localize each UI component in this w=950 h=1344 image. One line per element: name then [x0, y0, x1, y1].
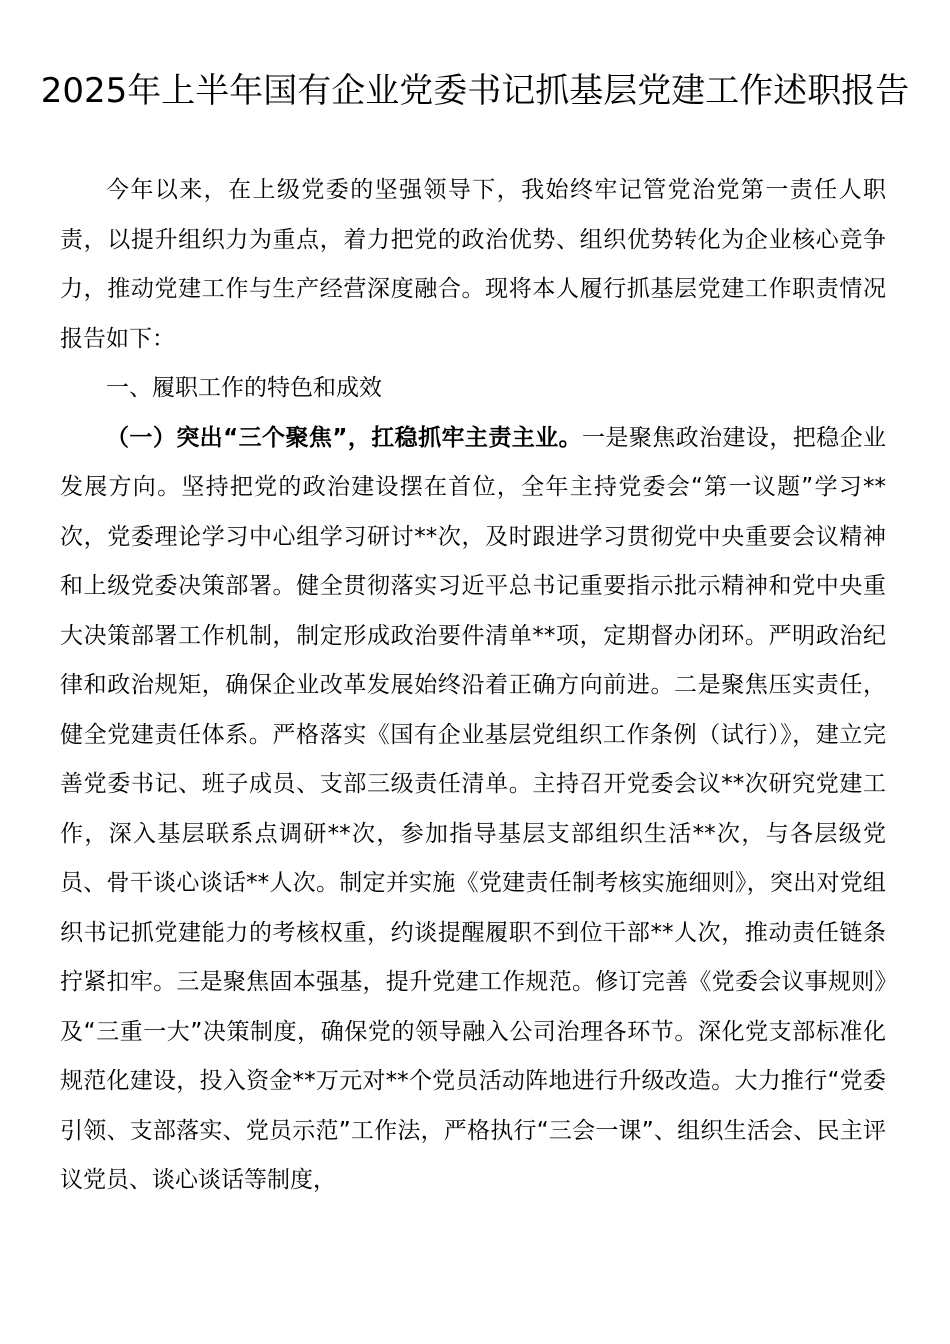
document-body	[60, 166, 886, 1206]
subsection-body: 一是聚焦政治建设，把稳企业发展方向。坚持把党的政治建设摆在首位，全年主持党委会“第一议题”学习**次，党委理论学习中心组学习研讨**次，及时跟进学习贯彻党中央重要会议精神和上级党委决策部署。健全贯彻落实习近平总书记重要指示批示精神和党中央重大决策部署工作机制，制定形成政治要件清单**项，定期督办闭环。严明政治纪律和政治规矩，确保企业改革发展始终沿着正确方向前进。二是聚焦压实责任，健全党建责任体系。严格落实《国有企业基层党组织工作条例（试行）》，建立完善党委书记、班子成员、支部三级责任清单。主持召开党委会议**次研究党建工作，深入基层联系点调研**次，参加指导基层支部组织生活**次，与各层级党员、骨干谈心谈话**人次。制定并实施《党建责任制考核实施细则》，突出对党组织书记抓党建能力的考核权重，约谈提醒履职不到位干部**人次，推动责任链条拧紧扣牢。三是聚焦固本强基，提升党建工作规范。修订完善《党委会议事规则》及“三重一大”决策制度，确保党的领导融入公司治理各环节。深化党支部标准化规范化建设，投入资金**万元对**个党员活动阵地进行升级改造。大力推行“党委引领、支部落实、党员示范”工作法，严格执行“三会一课”、组织生活会、民主评议党员、谈心谈话等制度，	[60, 424, 887, 1193]
subsection-heading: （一）突出“三个聚焦”，扛稳抓牢主责主业。	[106, 424, 582, 451]
subsection-paragraph	[60, 414, 886, 1206]
intro-paragraph: 今年以来，在上级党委的坚强领导下，我始终牢记管党治党第一责任人职责，以提升组织力为重点，着力把党的政治优势、组织优势转化为企业核心竞争力，推动党建工作与生产经营深度融合。现将本人履行抓基层党建工作职责情况报告如下：	[60, 177, 886, 352]
section-heading: 一、履职工作的特色和成效	[106, 375, 382, 401]
document-title: 2025年上半年国有企业党委书记抓基层党建工作述职报告	[40, 71, 910, 111]
